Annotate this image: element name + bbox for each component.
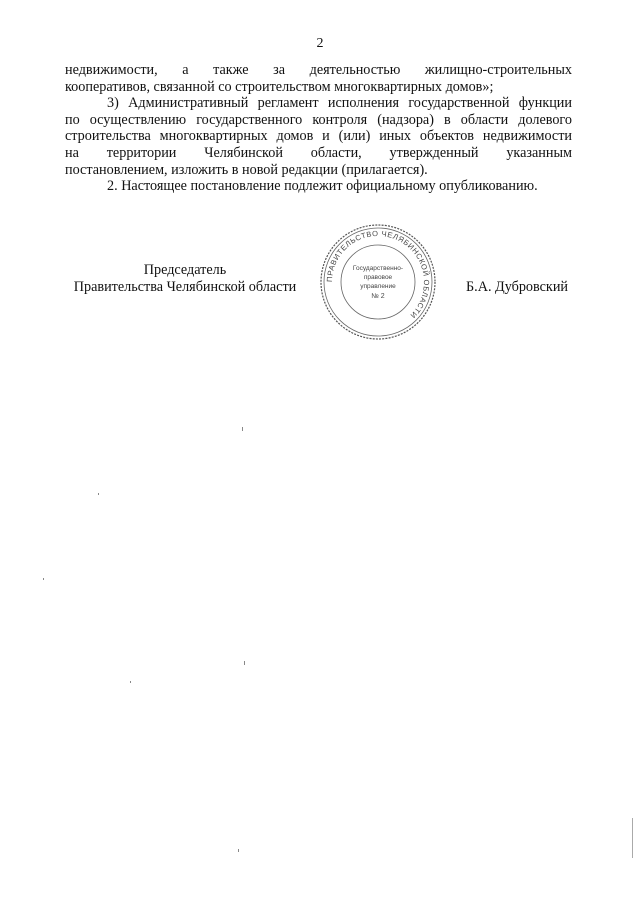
text-line: по осуществлению государственного контроля (надзора) в области долевого: [65, 111, 572, 128]
paragraph-1: [65, 62, 572, 95]
scan-speck: [43, 578, 44, 580]
signatory-name: Б.А. Дубровский: [466, 279, 569, 295]
paragraph-3: [65, 178, 572, 195]
document-body: [65, 62, 572, 195]
seal-center-line3: управление: [360, 283, 396, 290]
seal-center-line2: правовое: [363, 274, 393, 281]
text-line: кооперативов, связанной со строительством многоквартирных домов»;: [65, 78, 494, 95]
scan-speck: [238, 849, 239, 852]
text-line: 2. Настоящее постановление подлежит официальному опубликованию.: [107, 178, 538, 195]
scan-speck: [130, 681, 131, 683]
text-line: на территории Челябинской области, утвержденный указанным: [65, 144, 572, 161]
scan-speck: [242, 427, 243, 431]
scan-speck: [98, 493, 99, 495]
scan-edge-mark: [632, 818, 633, 858]
seal-outer-text: ПРАВИТЕЛЬСТВО ЧЕЛЯБИНСКОЙ ОБЛАСТИ: [324, 228, 432, 321]
signatory-title-line1: Председатель: [143, 262, 227, 278]
text-line: постановлением, изложить в новой редакции (прилагается).: [65, 161, 428, 178]
paragraph-2: [65, 95, 572, 178]
signatory-title-line2: Правительства Челябинской области: [73, 279, 297, 295]
text-line: 3) Административный регламент исполнения государственной функции: [107, 95, 572, 112]
seal-center-line1: Государственно-: [352, 265, 404, 272]
page-number: 2: [316, 36, 324, 51]
scan-speck: [244, 661, 245, 665]
text-line: строительства многоквартирных домов и (или) иных объектов недвижимости: [65, 128, 572, 145]
official-seal: [318, 222, 438, 342]
seal-center-line4: № 2: [371, 293, 385, 300]
signatory-title: [65, 262, 305, 296]
text-line: недвижимости, а также за деятельностью жилищно-строительных: [65, 62, 572, 78]
